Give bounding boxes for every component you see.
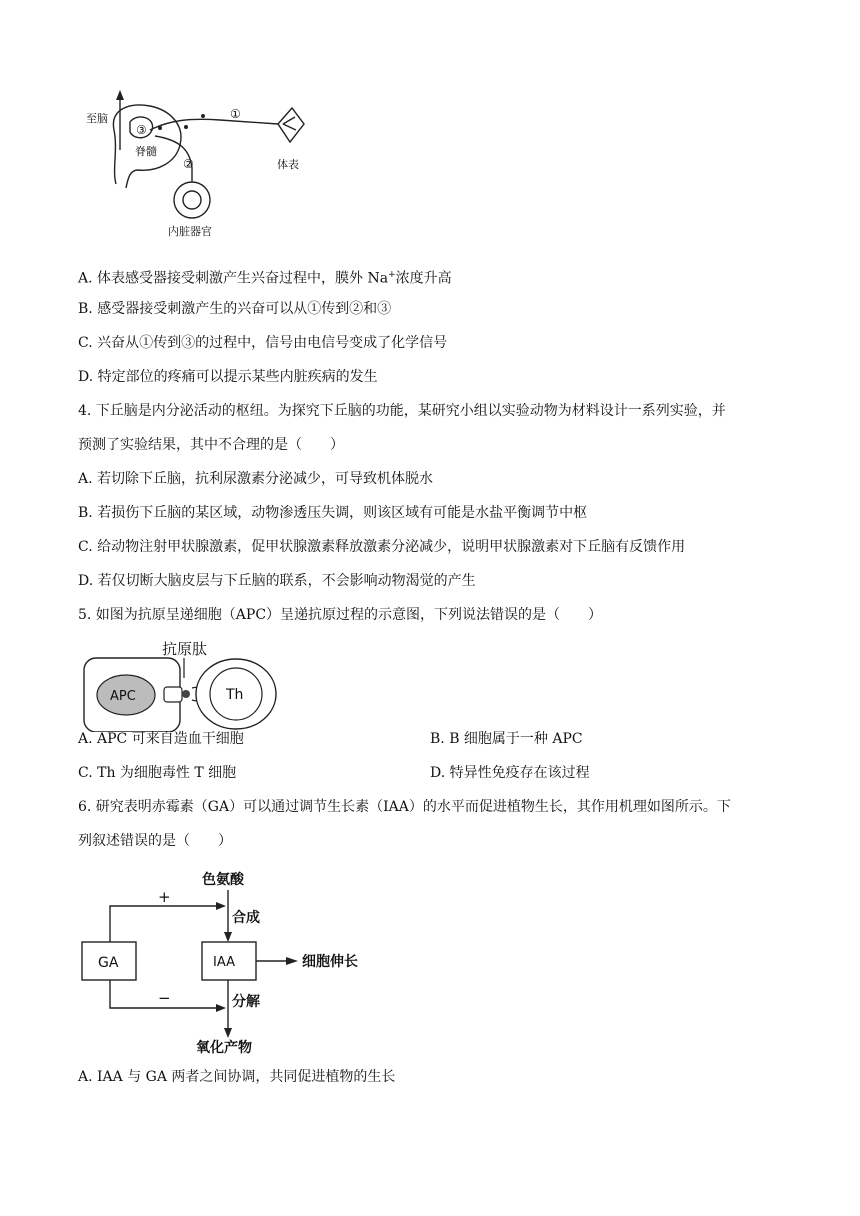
q4-option-d: D. 若仅切断大脑皮层与下丘脑的联系，不会影响动物渴觉的产生 bbox=[78, 573, 476, 589]
q4-stem-line1: 4. 下丘脑是内分泌活动的枢纽。为探究下丘脑的功能，某研究小组以实验动物为材料设计一系列实验，并 bbox=[78, 403, 726, 419]
label-brain: 至脑 bbox=[86, 112, 108, 125]
label-cell-elongation: 细胞伸长 bbox=[302, 954, 358, 970]
apc-figure bbox=[0, 632, 860, 732]
q4-option-c: C. 给动物注射甲状腺激素，促甲状腺激素释放激素分泌减少，说明甲状腺激素对下丘脑有反馈作用 bbox=[78, 539, 686, 555]
label-ga: GA bbox=[98, 955, 119, 971]
label-decomposition: 分解 bbox=[232, 994, 260, 1010]
label-th: Th bbox=[226, 687, 244, 703]
q3-option-a: A. 体表感受器接受刺激产生兴奋过程中，膜外 Na+浓度升高 bbox=[78, 270, 452, 287]
label-n2: ② bbox=[183, 157, 194, 171]
q6-option-a: A. IAA 与 GA 两者之间协调，共同促进植物的生长 bbox=[78, 1069, 396, 1085]
label-tryptophan: 色氨酸 bbox=[202, 872, 244, 888]
label-apc: APC bbox=[110, 689, 136, 704]
q3-option-d: D. 特定部位的疼痛可以提示某些内脏疾病的发生 bbox=[78, 369, 378, 385]
q6-stem-line1: 6. 研究表明赤霉素（GA）可以通过调节生长素（IAA）的水平而促进植物生长，其作用机理如图所示。下 bbox=[78, 799, 731, 815]
label-antigen-peptide: 抗原肽 bbox=[162, 640, 208, 658]
label-oxidation-product: 氧化产物 bbox=[196, 1040, 252, 1056]
label-surface: 体表 bbox=[277, 158, 299, 171]
q5-option-a: A. APC 可来自造血干细胞 bbox=[78, 731, 244, 747]
q5-stem: 5. 如图为抗原呈递细胞（APC）呈递抗原过程的示意图，下列说法错误的是（ ） bbox=[78, 607, 603, 623]
q3-option-c: C. 兴奋从①传到③的过程中，信号由电信号变成了化学信号 bbox=[78, 335, 448, 351]
reflex-arc-figure bbox=[0, 0, 860, 250]
q5-option-c: C. Th 为细胞毒性 T 细胞 bbox=[78, 765, 237, 781]
ga-iaa-figure bbox=[0, 862, 860, 1062]
label-iaa: IAA bbox=[213, 955, 235, 970]
label-n3: ③ bbox=[136, 123, 147, 137]
label-minus: − bbox=[158, 989, 171, 1007]
label-n1: ① bbox=[230, 107, 241, 121]
label-spine: 脊髓 bbox=[135, 145, 157, 158]
q3-option-b: B. 感受器接受刺激产生的兴奋可以从①传到②和③ bbox=[78, 301, 392, 317]
label-synthesis: 合成 bbox=[232, 910, 260, 926]
q5-option-b: B. B 细胞属于一种 APC bbox=[430, 731, 583, 747]
q4-option-b: B. 若损伤下丘脑的某区域，动物渗透压失调，则该区域有可能是水盐平衡调节中枢 bbox=[78, 505, 588, 521]
q4-option-a: A. 若切除下丘脑，抗利尿激素分泌减少，可导致机体脱水 bbox=[78, 471, 434, 487]
q4-stem-line2: 预测了实验结果，其中不合理的是（ ） bbox=[78, 437, 344, 453]
label-plus: + bbox=[158, 888, 171, 906]
q5-option-d: D. 特异性免疫存在该过程 bbox=[430, 765, 590, 781]
q6-stem-line2: 列叙述错误的是（ ） bbox=[78, 833, 232, 849]
label-organ: 内脏器官 bbox=[168, 225, 212, 238]
